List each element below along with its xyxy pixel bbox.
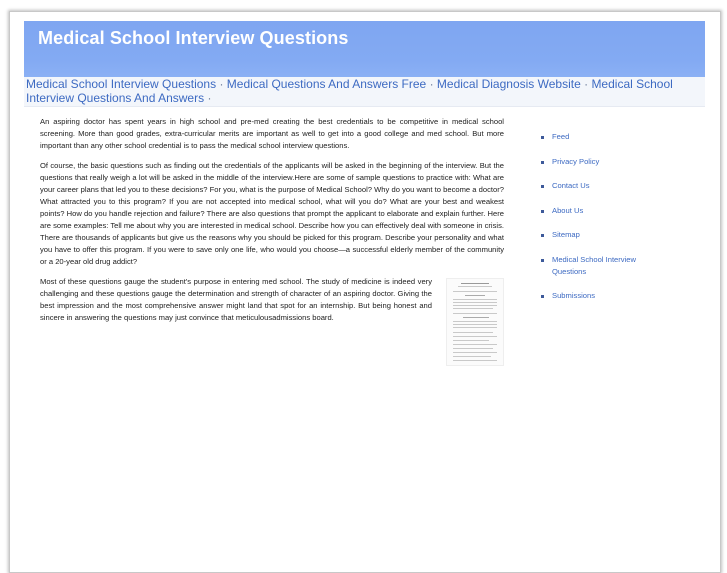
site-header [24,21,705,77]
article-content [40,116,504,370]
document-thumbnail-icon[interactable] [446,278,504,366]
nav-separator: · [429,77,434,91]
sidebar-link[interactable]: Contact Us [552,181,590,190]
sidebar-item-submissions[interactable] [541,290,681,302]
sidebar-item-contact-us[interactable] [541,180,681,192]
nav-links [26,78,702,105]
nav-link-medical-school-interview-questions-and-answers[interactable]: Medical School Interview Questions And Answers [26,77,673,105]
nav-separator: · [219,77,224,91]
nav-link-medical-diagnosis-website[interactable]: Medical Diagnosis Website [436,77,581,91]
sidebar-link[interactable]: Medical School Interview Questions [552,254,636,276]
sidebar-link[interactable]: Sitemap [552,230,580,239]
sidebar-link[interactable]: Privacy Policy [552,156,600,166]
sidebar-link[interactable]: Feed [552,132,570,141]
bullet-icon [541,136,544,139]
sidebar-item-feed[interactable] [541,131,681,143]
sidebar-item-medical-school-interview-questions[interactable] [541,254,681,278]
article-paragraph: Of course, the basic questions such as finding out the credentials of the applicants will be asked in the beginning of the interview. But the questions that really weigh a lot will be asked in the middle of the interview.Here are some of sample questions to practice with: What are your career plans that led you to these decisions? For you, what is the purpose of Medical School? Why do you want to become a doctor? What attracted you to this program? If you are not accepted into medical school, what will you do? What are your best and weakest points? How do you handle rejection and failure? There are also questions that prompt the applicant to elaborate and explain further. Here are some examples: Tell me about why you are interested in medical school. Describe how you can effectively deal with someone in crisis. There are thousands of applicants but give us the reasons why you should be picked for this program. Describe your personality and what you have to offer this program. If you were to save only one life, who would you choose—a successful elderly member of the community or a 20-year old drug addict? [40,161,505,266]
sidebar-item-privacy-policy[interactable] [541,156,681,168]
nav-link-medical-questions-and-answers-free[interactable]: Medical Questions And Answers Free [226,77,427,91]
bullet-icon [541,259,544,262]
sidebar-link[interactable]: About Us [552,205,584,215]
bullet-icon [541,234,544,237]
sidebar-links [541,131,681,315]
nav-separator: · [207,90,212,105]
article-paragraph: An aspiring doctor has spent years in high school and pre-med creating the best credentials to be competitive in medical school screening. More than good grades, extra-curricular merits are important as well to get into a good college and med school. But more important than any other school credential is to pass the medical school interview questions. [40,117,504,150]
article-paragraph: Most of these questions gauge the student's purpose in entering med school. The study of medicine is indeed very challenging and these questions gauge the determination and strength of character of an aspiring doctor. Giving the best impression and the most comprehensive answer might land that spot for an internship. But being honest and sincere in answering the questions may just convince that meticulousadmissions board. [40,277,432,322]
sidebar-item-about-us[interactable] [541,205,681,217]
site-title[interactable]: Medical School Interview Questions [38,28,349,48]
bullet-icon [541,161,544,164]
nav-bar [24,77,705,107]
bullet-icon [541,295,544,298]
sidebar-link[interactable]: Submissions [552,291,596,300]
sidebar-item-sitemap[interactable] [541,229,681,241]
bullet-icon [541,210,544,213]
nav-link-medical-school-interview-questions[interactable]: Medical School Interview Questions [26,77,217,91]
bullet-icon [541,185,544,188]
nav-separator: · [584,77,589,91]
